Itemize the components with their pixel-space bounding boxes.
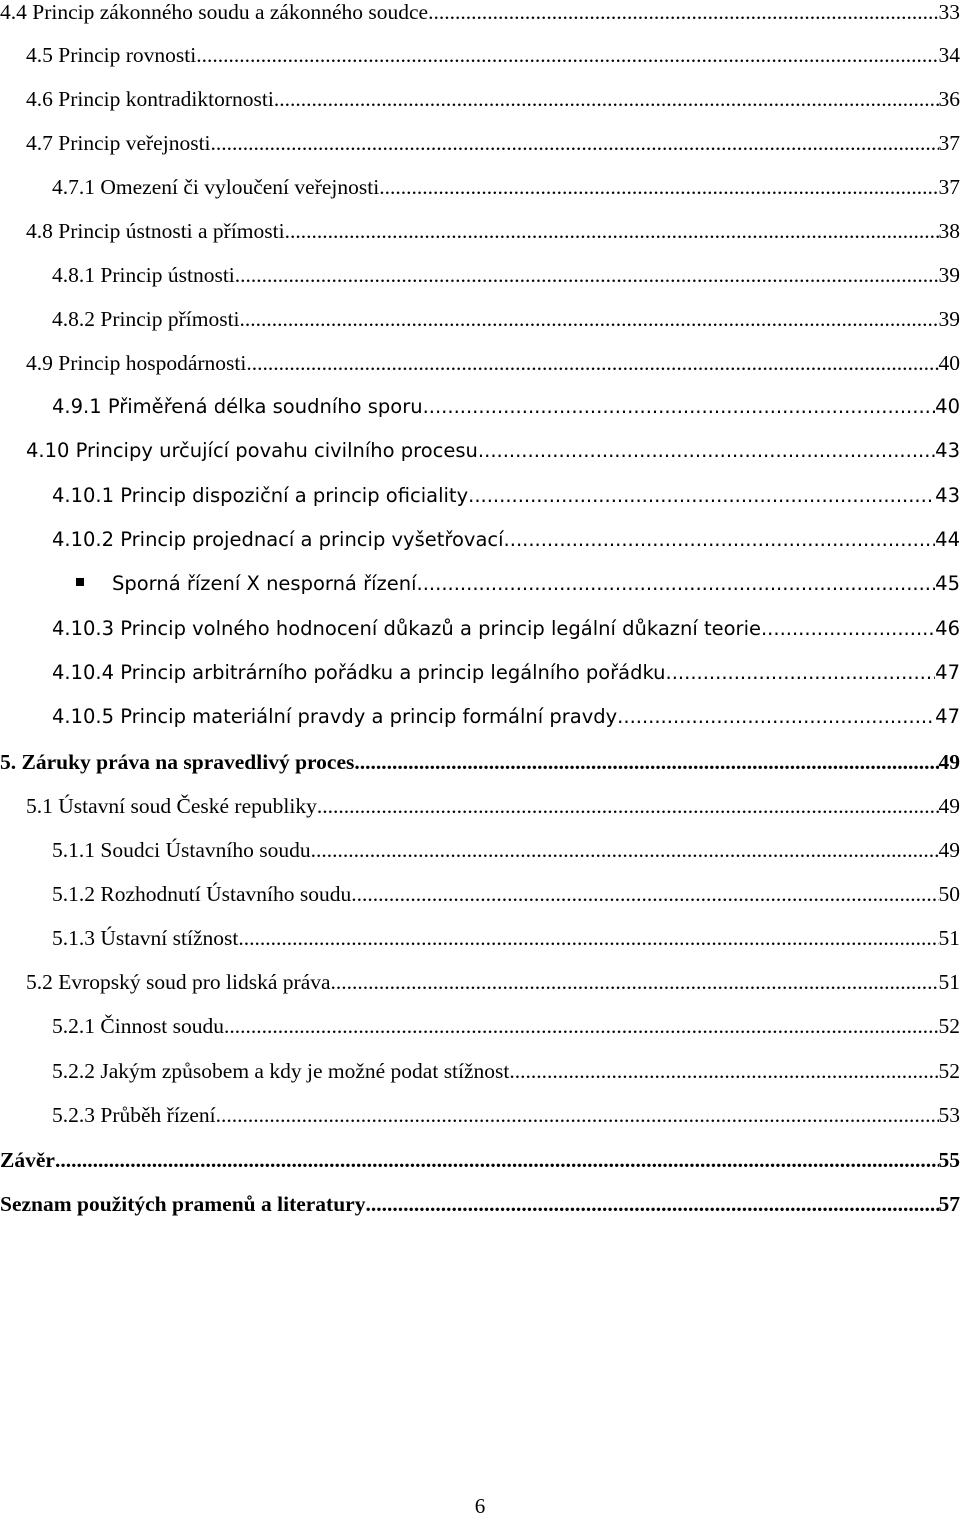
- leader-dots: [379, 172, 938, 202]
- toc-entry[interactable]: [0, 967, 960, 997]
- toc-entry[interactable]: [0, 436, 960, 466]
- toc-entry-title: 4.10.1 Princip dispoziční a princip oficiality: [52, 484, 469, 507]
- toc-entry-page: 47: [935, 705, 960, 728]
- leader-dots: [216, 1100, 939, 1130]
- toc-entry-title: 5.2.2 Jakým způsobem a kdy je možné podat stížnost: [52, 1059, 510, 1083]
- toc-entry[interactable]: [0, 1189, 960, 1219]
- leader-dots: [617, 702, 935, 732]
- toc-entry-page: 46: [935, 617, 960, 640]
- toc-entry[interactable]: [0, 128, 960, 158]
- leader-dots: [55, 1145, 939, 1175]
- toc-entry[interactable]: [0, 481, 960, 511]
- toc-entry-page: 39: [938, 307, 960, 331]
- toc-entry[interactable]: [0, 791, 960, 821]
- toc-entry-title: 5.1.2 Rozhodnutí Ústavního soudu: [52, 882, 352, 906]
- toc-entry[interactable]: [0, 0, 960, 27]
- toc-entry-title: 4.7.1 Omezení či vyloučení veřejnosti: [52, 175, 380, 199]
- toc-entry-page: 57: [938, 1192, 960, 1216]
- toc-entry-title: Závěr: [0, 1148, 55, 1172]
- toc-entry-title: 4.4 Princip zákonného soudu a zákonného soudce: [0, 0, 429, 24]
- toc-entry-page: 53: [938, 1103, 960, 1127]
- leader-dots: [224, 1011, 938, 1041]
- toc-entry-page: 52: [938, 1059, 960, 1083]
- toc-entry-page: 37: [938, 175, 960, 199]
- toc-entry-title: 4.8.2 Princip přímosti: [52, 307, 240, 331]
- toc-entry-page: 39: [938, 263, 960, 287]
- toc-entry-page: 34: [938, 43, 960, 67]
- toc-entry[interactable]: [0, 747, 960, 777]
- toc-entry-title: 4.5 Princip rovnosti: [26, 43, 197, 67]
- toc-entry-title: 5.2 Evropský soud pro lidská práva: [26, 970, 331, 994]
- toc-entry-page: 52: [938, 1014, 960, 1038]
- toc-entry-title: Seznam použitých pramenů a literatury: [0, 1192, 366, 1216]
- toc-entry[interactable]: [0, 1145, 960, 1175]
- toc-entry-page: 40: [938, 351, 960, 375]
- leader-dots: [478, 436, 935, 466]
- leader-dots: [317, 791, 939, 821]
- toc-entry[interactable]: [0, 84, 960, 114]
- leader-dots: [417, 569, 936, 599]
- leader-dots: [504, 525, 936, 555]
- toc-entry-page: 47: [935, 661, 960, 684]
- toc-entry-page: 51: [938, 970, 960, 994]
- toc-entry[interactable]: [0, 1100, 960, 1130]
- toc-entry[interactable]: [0, 392, 960, 422]
- leader-dots: [468, 481, 935, 511]
- toc-entry[interactable]: [0, 525, 960, 555]
- toc-entry[interactable]: [0, 923, 960, 953]
- toc-entry-page: 44: [935, 528, 960, 551]
- leader-dots: [354, 747, 938, 777]
- toc-entry[interactable]: [0, 260, 960, 290]
- leader-dots: [351, 879, 938, 909]
- toc-entry-page: 50: [938, 882, 960, 906]
- toc-entry-title-text: Sporná řízení X nesporná řízení: [112, 572, 417, 595]
- toc-entry-title: 4.10 Principy určující povahu civilního procesu: [26, 439, 478, 462]
- toc-entry-title: 4.10.3 Princip volného hodnocení důkazů a princip legální důkazní teorie: [52, 617, 761, 640]
- toc-entry[interactable]: [0, 1011, 960, 1041]
- page-number: 6: [474, 1494, 486, 1518]
- toc-entry-title: 5.1.1 Soudci Ústavního soudu: [52, 838, 311, 862]
- leader-dots: [240, 304, 939, 334]
- toc-entry-title: 5. Záruky práva na spravedlivý proces: [0, 750, 355, 774]
- toc-entry-title: 4.10.5 Princip materiální pravdy a princip formální pravdy: [52, 705, 618, 728]
- toc-entry-page: 55: [938, 1148, 960, 1172]
- square-bullet-icon: [76, 578, 84, 586]
- toc-entry-title: 5.2.3 Průběh řízení: [52, 1103, 216, 1127]
- toc-entry-title: 5.2.1 Činnost soudu: [52, 1014, 225, 1038]
- toc-entry-title: 5.1 Ústavní soud České republiky: [26, 794, 317, 818]
- toc-entry-page: 49: [938, 838, 960, 862]
- toc-entry[interactable]: [0, 835, 960, 865]
- toc-entry-title: 5.1.3 Ústavní stížnost: [52, 926, 239, 950]
- toc-entry-page: 43: [935, 484, 960, 507]
- toc-entry-page: 43: [935, 439, 960, 462]
- toc-entry[interactable]: [0, 172, 960, 202]
- toc-entry-title: 4.9.1 Přiměřená délka soudního sporu: [52, 395, 423, 418]
- toc-entry[interactable]: [0, 879, 960, 909]
- leader-dots: [666, 658, 936, 688]
- leader-dots: [423, 392, 936, 422]
- leader-dots: [365, 1189, 938, 1219]
- toc-entry-title: 4.10.4 Princip arbitrárního pořádku a princip legálního pořádku: [52, 661, 666, 684]
- toc-entry-title: 4.7 Princip veřejnosti: [26, 131, 211, 155]
- toc-entry[interactable]: [0, 658, 960, 688]
- toc-entry-title: [76, 569, 417, 599]
- toc-entry-page: 36: [938, 87, 960, 111]
- toc-entry-page: 49: [938, 794, 960, 818]
- leader-dots: [274, 84, 939, 114]
- toc-entry[interactable]: [0, 1056, 960, 1086]
- toc-entry-title: 4.8.1 Princip ústnosti: [52, 263, 235, 287]
- toc-entry[interactable]: [0, 348, 960, 378]
- toc-entry-page: 38: [938, 219, 960, 243]
- toc-entry-title: 4.9 Princip hospodárnosti: [26, 351, 247, 375]
- leader-dots: [211, 128, 939, 158]
- toc-entry[interactable]: [0, 304, 960, 334]
- toc-entry-title: 4.6 Princip kontradiktornosti: [26, 87, 274, 111]
- toc-entry[interactable]: [0, 614, 960, 644]
- leader-dots: [196, 40, 938, 70]
- toc-entry[interactable]: [0, 40, 960, 70]
- toc-entry[interactable]: [0, 569, 960, 599]
- toc-entry-page: 49: [938, 750, 960, 774]
- toc-entry-page: 51: [938, 926, 960, 950]
- toc-entry[interactable]: [0, 702, 960, 732]
- leader-dots: [235, 260, 939, 290]
- toc-entry-page: 45: [935, 572, 960, 595]
- leader-dots: [331, 967, 939, 997]
- leader-dots: [311, 835, 939, 865]
- toc-entry-title: 4.10.2 Princip projednací a princip vyšetřovací: [52, 528, 504, 551]
- toc-entry-title: 4.8 Princip ústnosti a přímosti: [26, 219, 285, 243]
- toc-entry-page: 37: [938, 131, 960, 155]
- leader-dots: [509, 1056, 938, 1086]
- toc-entry-page: 40: [935, 395, 960, 418]
- leader-dots: [246, 348, 938, 378]
- leader-dots: [761, 614, 935, 644]
- toc-entry[interactable]: [0, 216, 960, 246]
- leader-dots: [428, 0, 938, 27]
- leader-dots: [238, 923, 938, 953]
- leader-dots: [285, 216, 939, 246]
- toc-entry-page: 33: [938, 0, 960, 24]
